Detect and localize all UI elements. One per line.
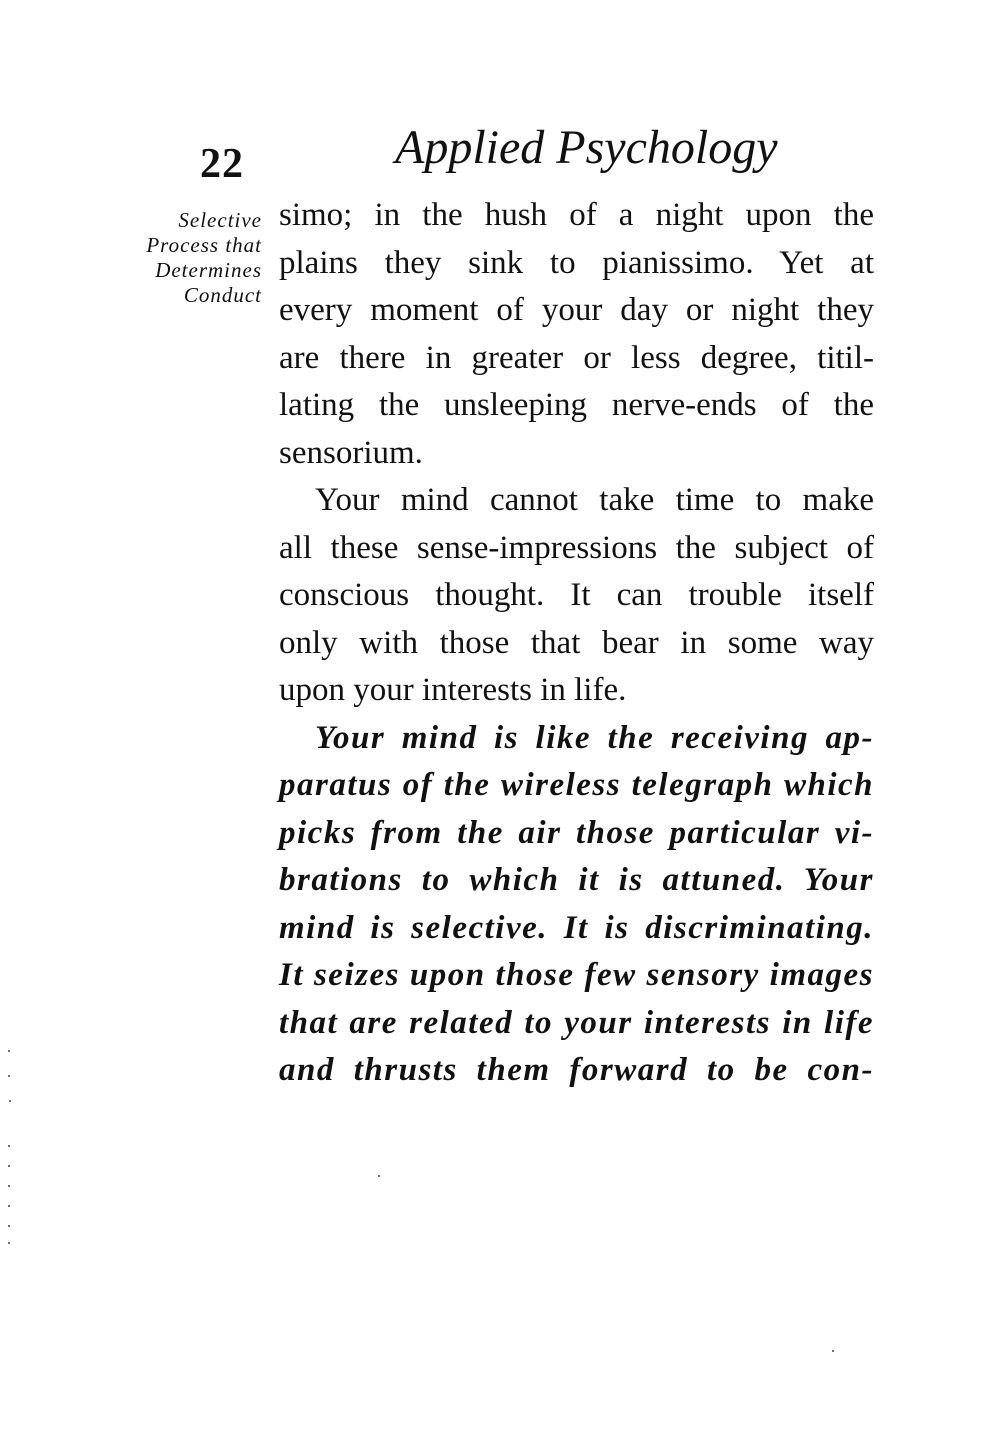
text-line: only with those that bear in some way xyxy=(279,624,874,661)
scan-speck xyxy=(378,1175,380,1177)
scan-speck xyxy=(8,1075,10,1077)
text-line: simo; in the hush of a night upon the xyxy=(279,197,874,233)
text-line: that are related to your interests in life xyxy=(279,1004,874,1041)
margin-note-line: Selective xyxy=(178,208,262,232)
text-line: plains they sink to pianissimo. Yet at xyxy=(279,244,874,281)
scan-speck xyxy=(8,1225,10,1227)
body-text xyxy=(279,192,874,1095)
text-line: upon your interests in life. xyxy=(279,672,627,708)
text-line: Your mind cannot take time to make xyxy=(315,482,874,518)
text-line: paratus of the wireless telegraph which xyxy=(279,767,874,803)
text-line: every moment of your day or night they xyxy=(279,292,874,328)
paragraph-1 xyxy=(279,192,874,477)
scan-speck xyxy=(8,1185,10,1187)
text-line: Your mind is like the receiving ap- xyxy=(315,719,874,756)
scan-speck xyxy=(8,1050,10,1052)
text-line: conscious thought. It can trouble itself xyxy=(279,577,874,613)
paragraph-2 xyxy=(279,477,874,715)
text-line: It seizes upon those few sensory images xyxy=(279,957,874,993)
text-line: picks from the air those particular vi- xyxy=(279,814,874,851)
margin-note xyxy=(102,208,262,308)
scan-speck xyxy=(9,1100,11,1102)
margin-note-line: Conduct xyxy=(183,283,262,307)
paragraph-3 xyxy=(279,715,874,1095)
scan-speck xyxy=(832,1350,834,1352)
margin-note-line: Determines xyxy=(155,258,262,282)
scan-speck xyxy=(8,1165,10,1167)
text-line: lating the unsleeping nerve-ends of the xyxy=(279,387,874,423)
text-line: brations to which it is attuned. Your xyxy=(279,862,874,898)
running-title: Applied Psychology xyxy=(395,121,778,174)
scan-speck xyxy=(8,1242,10,1244)
text-line: all these sense-impressions the subject of xyxy=(279,529,874,566)
text-line: are there in greater or less degree, titil- xyxy=(279,339,874,376)
margin-note-line: Process that xyxy=(146,233,262,257)
scan-speck xyxy=(8,1205,10,1207)
text-line: sensorium. xyxy=(279,434,423,471)
scan-speck xyxy=(8,1145,10,1147)
page-number: 22 xyxy=(200,141,244,187)
text-line: and thrusts them forward to be con- xyxy=(279,1052,874,1088)
text-line: mind is selective. It is discriminating. xyxy=(279,909,874,946)
